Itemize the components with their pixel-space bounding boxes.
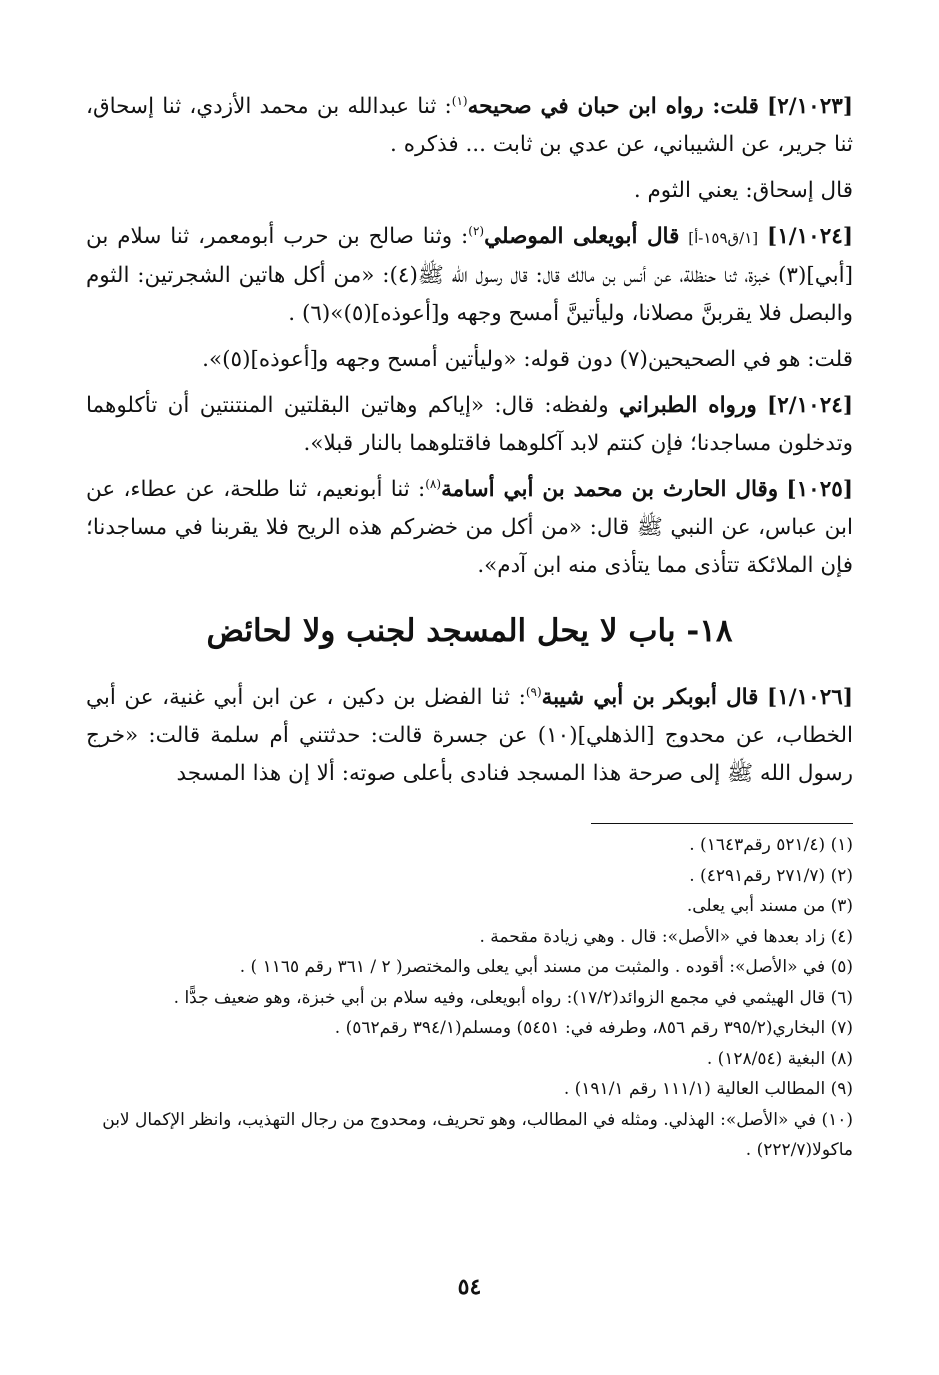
hadith-paragraph — [86, 679, 853, 793]
hadith-text: : وثنا صالح بن حرب أبومعمر، ثنا سلام بن [أبي](٣) خبزة، ثنا حنظلة، عن أنس بن مالك قال: قال رسول الله ﷺ(٤): «من أكل هاتين الشجرتين: الثوم والبصل فلا يقربنَّ مصلانا، وليأتينَّ أمسح وجهه و[أعوذه](٥)»(٦) . — [86, 224, 853, 326]
hadith-paragraph — [86, 387, 853, 463]
hadith-source: وقال الحارث بن محمد بن أبي أسامة — [441, 477, 779, 502]
footnote-divider — [591, 823, 853, 824]
footnote-marker: (٨) — [425, 476, 442, 491]
footnote: (١) (٥٢١/٤ رقم١٦٤٣) . — [689, 835, 853, 855]
note-text: قال إسحاق: يعني الثوم . — [633, 178, 853, 203]
hadith-text: : ثنا عبدالله بن محمد الأزدي، ثنا إسحاق، ثنا جرير، عن الشيباني، عن عدي بن ثابت ... فذكره . — [86, 94, 853, 157]
hadith-paragraph — [86, 218, 853, 333]
hadith-number: [٢/١٠٢٣] — [767, 94, 854, 119]
footnote: (٣) من مسند أبي يعلى. — [686, 896, 853, 916]
hadith-text: : ثنا الفضل بن دكين ، عن ابن أبي غنية، عن أبي الخطاب، عن محدوج [الذهلي](١٠) عن جسرة قالت: حدثتني أم سلمة قالت: «خرج رسول الله ﷺ إلى صرحة هذا المسجد فنادى بأعلى صوته: ألا إن هذا المسجد — [86, 685, 853, 786]
hadith-source: قال أبوبكر بن أبي شيبة — [541, 685, 759, 710]
hadith-number: [٢/١٠٢٤] — [767, 393, 853, 418]
footnote-marker: (١) — [451, 93, 468, 108]
hadith-paragraph — [86, 471, 853, 585]
footnote: (٦) قال الهيثمي في مجمع الزوائد(١٧/٢): رواه أبويعلى، وفيه سلام بن أبي خبزة، وهو ضعيف جدًّا . — [173, 987, 853, 1008]
footnote: (١٠) في «الأصل»: الهذلي. ومثله في المطالب، وهو تحريف، ومحدوج من رجال التهذيب، وانظر الإكمال لابن ماكولا(٢٢٢/٧) . — [102, 1109, 853, 1160]
manuscript-ref: [١/ق١٥٩-أ] — [688, 229, 759, 247]
footnote: (٨) البغية (١٢٨/٥٤) . — [706, 1048, 853, 1069]
note-paragraph — [86, 172, 853, 210]
hadith-text: ولفظه: قال: «إياكم وهاتين البقلتين المنتنتين أن تأكلوهما وتدخلون مساجدنا؛ فإن كنتم لابد آكلوهما فاقتلوهما بالنار قبلا». — [86, 393, 853, 456]
hadith-number: [١/١٠٢٦] — [767, 685, 853, 710]
hadith-number: [١٠٢٥] — [786, 477, 853, 502]
footnotes-list — [86, 830, 853, 1166]
hadith-paragraph — [86, 88, 853, 164]
page-number: ٥٤ — [457, 1274, 482, 1300]
hadith-text: : ثنا أبونعيم، ثنا طلحة، عن عطاء، عن ابن عباس، عن النبي ﷺ قال: «من أكل من خضركم هذه الريح فلا يقربنا في مساجدنا؛ فإن الملائكة تتأذى مما يتأذى منه ابن آدم». — [86, 477, 853, 578]
footnote: (٩) المطالب العالية (١١١/١ رقم ١٩١/١) . — [563, 1079, 853, 1099]
hadith-source: قال أبويعلى الموصلي — [484, 224, 680, 249]
footnote: (٧) البخاري(٣٩٥/٢ رقم ٨٥٦، وطرفه في: ٥٤٥١) ومسلم(٣٩٤/١ رقم٥٦٢) . — [334, 1018, 853, 1038]
footnote: (٢) (٢٧١/٧ رقم٤٢٩١) . — [689, 865, 853, 886]
footnote-marker: (٩) — [525, 684, 542, 699]
footnote-marker: (٢) — [468, 223, 485, 238]
note-paragraph — [86, 341, 853, 379]
hadith-number: [١/١٠٢٤] — [767, 224, 853, 249]
hadith-source: قلت: رواه ابن حبان في صحيحه — [467, 94, 759, 119]
footnote: (٥) في «الأصل»: أقوده . والمثبت من مسند أبي يعلى والمختصر( ٢ / ٣٦١ رقم ١١٦٥ ) . — [239, 957, 853, 977]
chapter-heading: ١٨- باب لا يحل المسجد لجنب ولا لحائض — [206, 613, 733, 649]
note-text: قلت: هو في الصحيحين(٧) دون قوله: «وليأتين أمسح وجهه و[أعوذه](٥)». — [202, 347, 853, 372]
footnote: (٤) زاد بعدها في «الأصل»: قال . وهي زيادة مقحمة . — [479, 926, 853, 947]
hadith-source: ورواه الطبراني — [618, 393, 757, 418]
